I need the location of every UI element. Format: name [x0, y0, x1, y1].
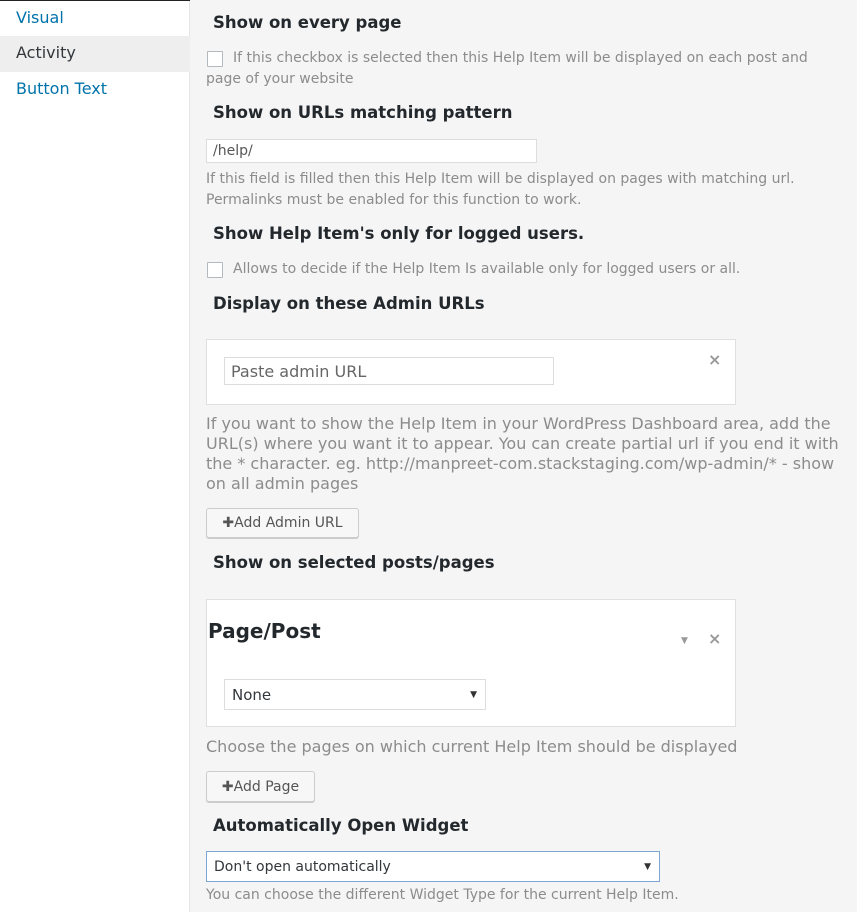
url-pattern-desc-line2: Permalinks must be enabled for this function to work. [206, 192, 582, 208]
every-page-desc-line2: page of your website [206, 71, 354, 87]
auto-open-heading: Automatically Open Widget [213, 816, 469, 835]
admin-urls-desc-line1: If you want to show the Help Item in your WordPress Dashboard area, add the [206, 414, 831, 433]
selected-posts-heading: Show on selected posts/pages [213, 553, 495, 572]
logged-users-checkbox[interactable] [207, 262, 223, 278]
admin-url-input[interactable] [224, 357, 554, 385]
collapse-arrow-icon[interactable]: ▼ [681, 636, 688, 646]
add-admin-url-button[interactable]: ✚Add Admin URL [206, 508, 359, 538]
every-page-desc-line1: If this checkbox is selected then this Help Item will be displayed on each post and [233, 50, 808, 66]
settings-tabs [0, 1, 190, 912]
auto-open-desc: You can choose the different Widget Type for the current Help Item. [206, 887, 679, 903]
auto-open-select-value: Don't open automatically [214, 858, 391, 875]
admin-url-panel [206, 339, 736, 405]
remove-admin-url-icon[interactable]: × [708, 350, 722, 369]
logged-users-desc: Allows to decide if the Help Item Is available only for logged users or all. [233, 261, 741, 277]
chevron-down-icon: ▼ [470, 689, 477, 700]
url-pattern-heading: Show on URLs matching pattern [213, 103, 513, 122]
tab-button-text[interactable]: Button Text [16, 79, 108, 98]
tab-visual[interactable]: Visual [16, 8, 64, 27]
tab-activity[interactable]: Activity [0, 36, 190, 72]
page-post-select[interactable] [224, 679, 486, 710]
logged-users-heading: Show Help Item's only for logged users. [213, 224, 585, 243]
page-post-panel [206, 599, 736, 727]
url-pattern-desc-line1: If this field is filled then this Help Item will be displayed on pages with matching url. [206, 171, 795, 187]
activity-panel [190, 0, 857, 912]
remove-page-post-icon[interactable]: × [708, 629, 722, 648]
selected-posts-desc: Choose the pages on which current Help Item should be displayed [206, 737, 738, 756]
every-page-heading: Show on every page [213, 13, 402, 32]
page-post-title: Page/Post [208, 619, 321, 643]
url-pattern-input[interactable] [206, 139, 537, 163]
admin-urls-desc-line4: on all admin pages [206, 474, 359, 493]
admin-urls-desc-line3: the * character. eg. http://manpreet-com.stackstaging.com/wp-admin/* - show [206, 454, 835, 473]
admin-urls-heading: Display on these Admin URLs [213, 294, 485, 313]
page-post-select-value: None [232, 685, 272, 704]
chevron-down-icon: ▼ [644, 861, 651, 872]
auto-open-select[interactable] [206, 851, 660, 882]
add-page-button[interactable]: ✚Add Page [206, 771, 315, 802]
every-page-checkbox[interactable] [207, 51, 223, 67]
admin-urls-desc-line2: URL(s) where you want it to appear. You can create partial url if you end it with [206, 434, 839, 453]
